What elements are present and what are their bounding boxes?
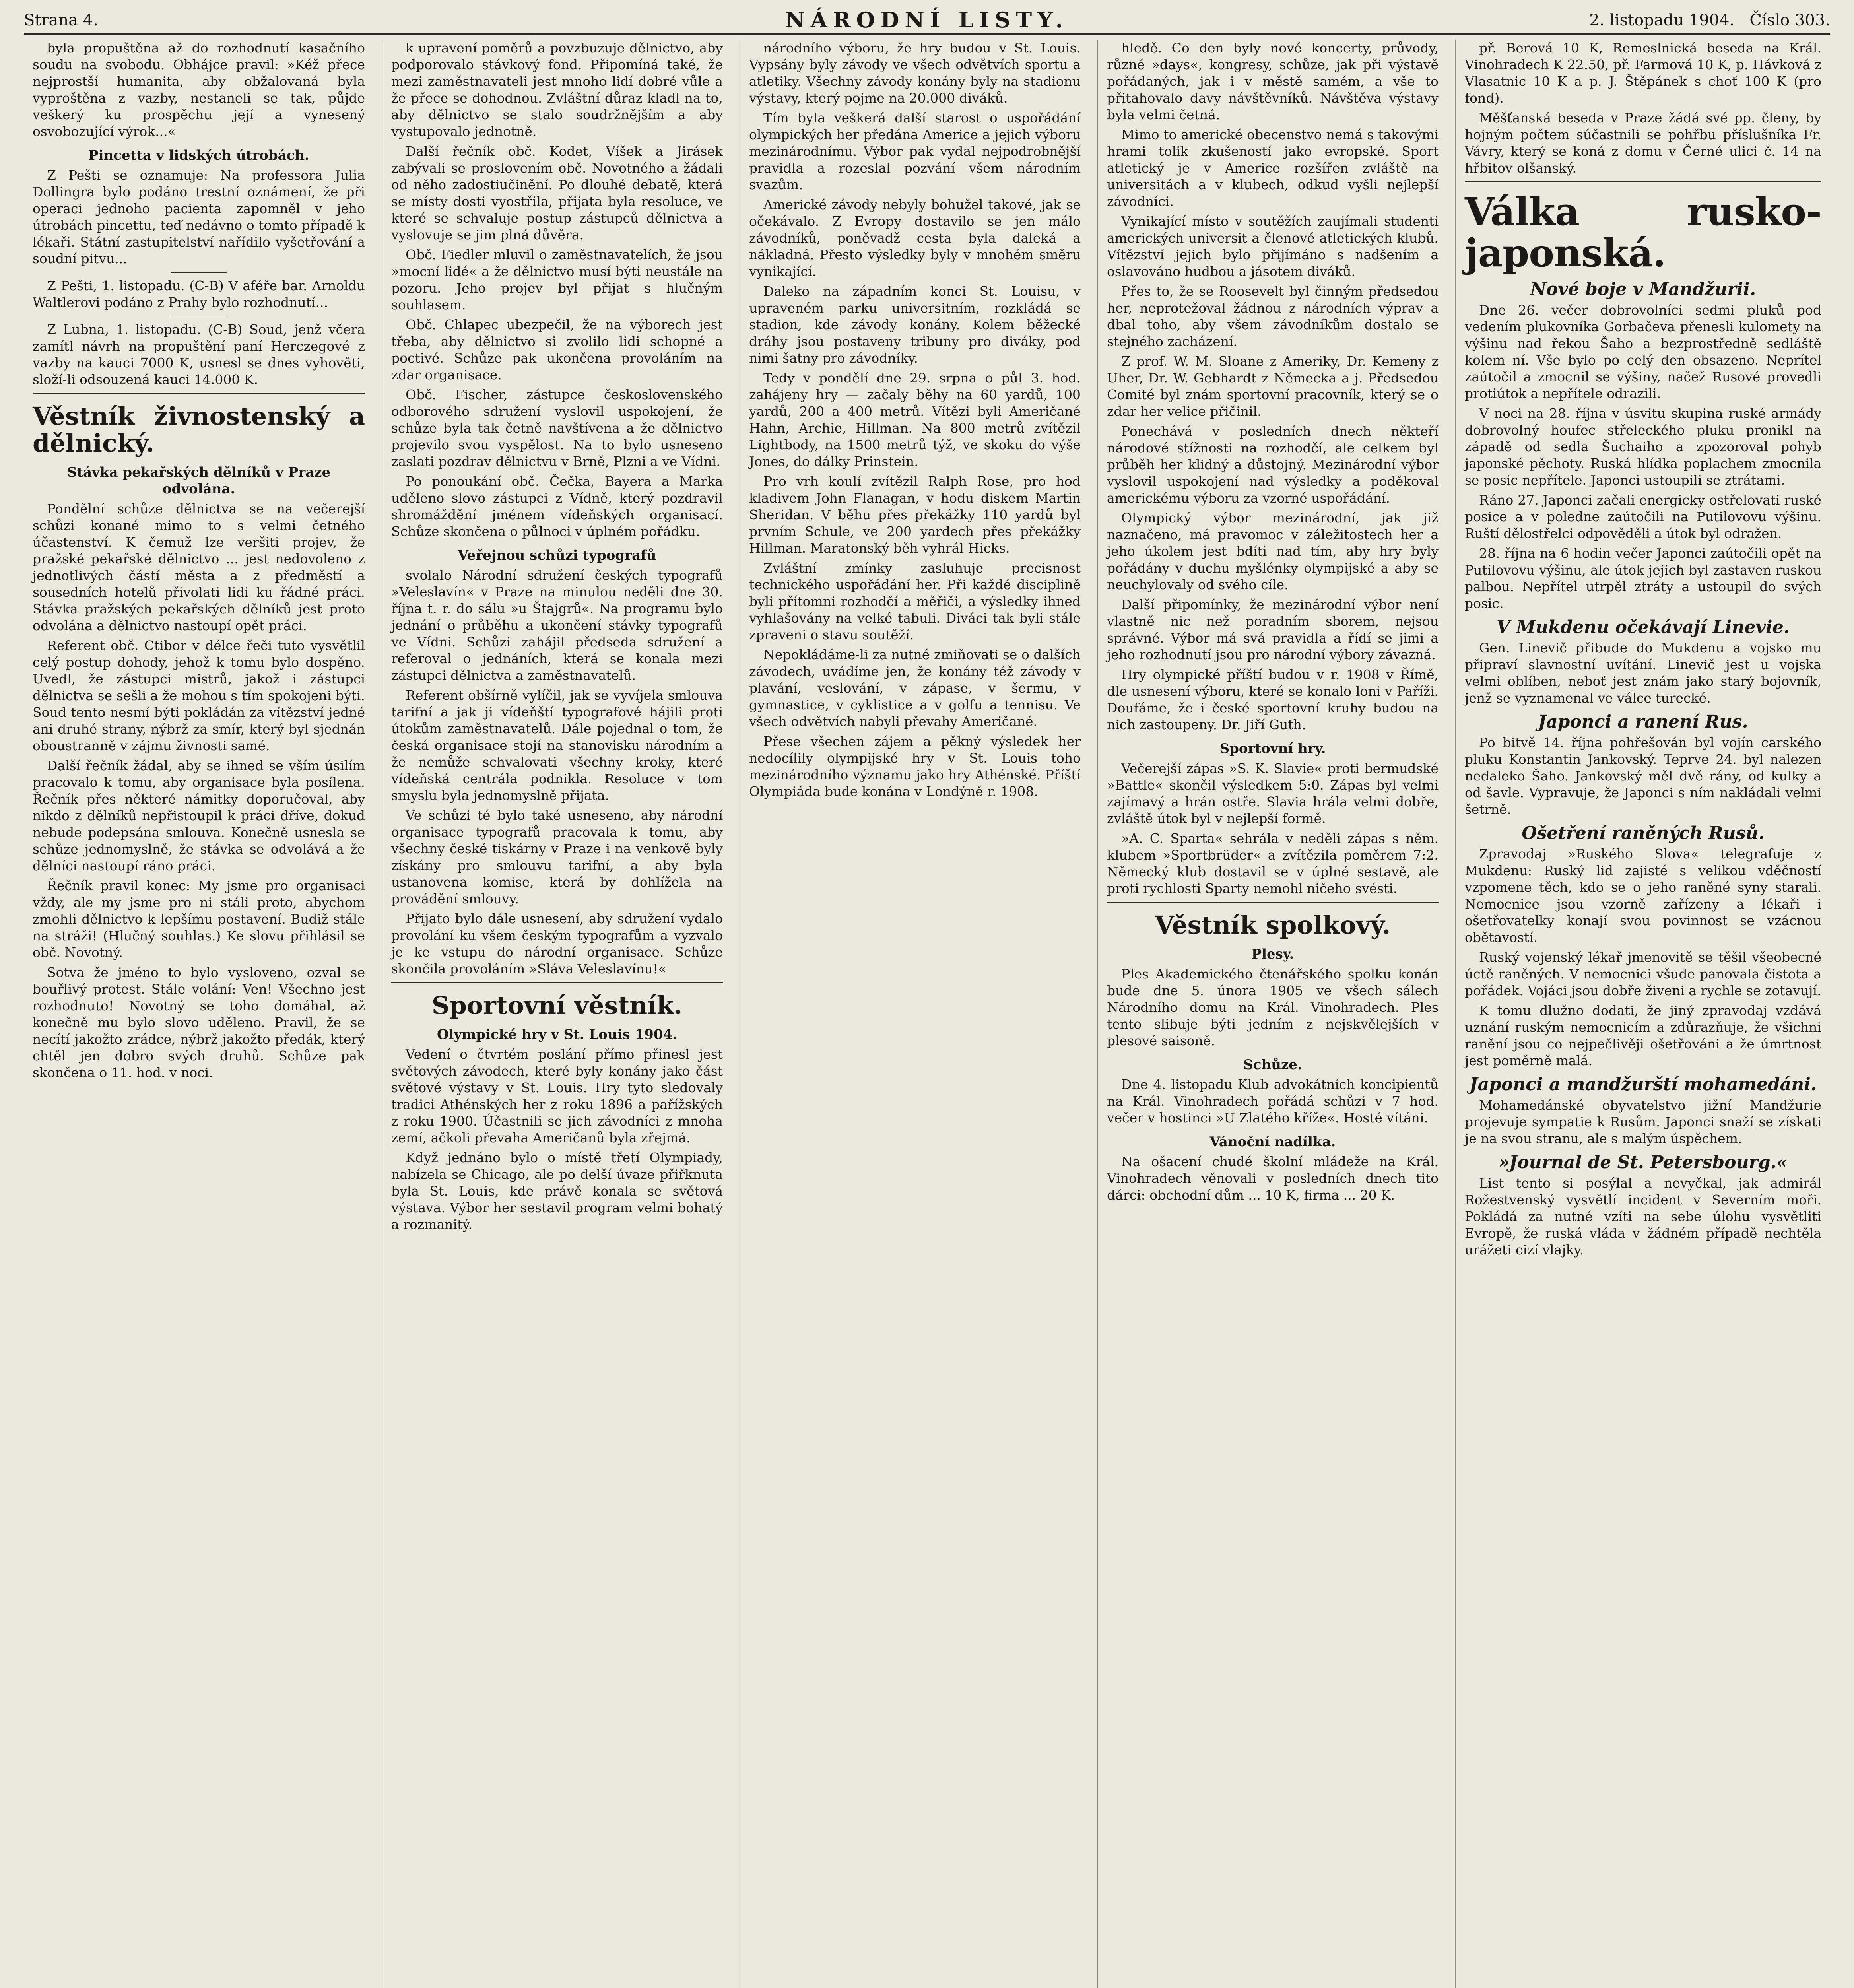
article-heading: Plesy. xyxy=(1251,946,1294,962)
article-paragraph: Daleko na západním konci St. Louisu, v upraveném parku universitním, rozkládá se stadion, kde závody konány. Kolem běžecké dráhy jsou postaveny tribuny pro diváky, pod nimi šatny pro závodníky. xyxy=(749,283,1081,366)
date-issue xyxy=(1589,11,1830,29)
article-paragraph: Z Pešti, 1. listopadu. (C-B) V aféře bar. Arnoldu Waltlerovi podáno z Prahy bylo rozhodnutí... xyxy=(33,278,365,310)
divider xyxy=(33,393,365,394)
article-paragraph: Z prof. W. M. Sloane z Ameriky, Dr. Kemeny z Uher, Dr. W. Gebhardt z Německa a j. Předsedou Comité byl znám sportovní pracovník, který se o zdar her velice přičinil. xyxy=(1107,353,1439,419)
article-paragraph: Americké závody nebyly bohužel takové, jak se očekávalo. Z Evropy dostavilo se jen málo závodníků, poněvadž cesta byla daleká a nákladná. Přesto výsledky byly v mnohém směru vynikající. xyxy=(749,197,1081,279)
article-paragraph: Obč. Fiedler mluvil o zaměstnavatelích, že jsou »mocní lidé« a že dělnictvo musí býti neustále na pozoru. Jeho projev byl přijat s hlučným souhlasem. xyxy=(391,247,723,313)
divider xyxy=(1107,902,1439,903)
article-paragraph: byla propuštěna až do rozhodnutí kasačního soudu na svobodu. Obhájce pravil: »Kéž přece nejprostší humanita, aby obžalovaná byla vyproštěna z vazby, nestaneli se tak, půjde veškerý ku prospěchu její a vynesený osvobozující výrok...« xyxy=(33,40,365,139)
article-paragraph: Obč. Chlapec ubezpečil, že na výborech jest třeba, aby dělnictvo si zvolilo lidi schopné a poctivé. Schůze pak ukončena provoláním na zdar organisace. xyxy=(391,317,723,382)
article-paragraph: Měšťanská beseda v Praze žádá své pp. členy, by hojným počtem súčastnili se pohřbu příslušníka Fr. Vávry, který se koná z domu v Černé ulici č. 14 na hřbitov olšanský. xyxy=(1465,110,1821,176)
article-paragraph: Tím byla veškerá další starost o uspořádání olympických her předána Americe a jejich výboru mezinárodnímu. Výbor pak vydal nejpodrobnější pravidla a rozeslal pozvání všem národním svazům. xyxy=(749,110,1081,192)
article-paragraph: Vynikající místo v soutěžích zaujímali studenti amerických universit a členové atletických klubů. Vítězství jejich bylo přijímáno s nadšením a oslavováno hudbou a jásotem diváků. xyxy=(1107,214,1439,279)
article-paragraph: Ples Akademického čtenářského spolku konán bude dne 5. února 1905 ve všech sálech Národního domu na Král. Vinohradech. Ples tento slibuje býti jedním z nejskvělejších v plesové saisoně. xyxy=(1107,966,1439,1048)
article-paragraph: List tento si posýlal a nevyčkal, jak admirál Rožestvenský vysvětlí incident v Severním moři. Pokládá za nutné vzíti na sebe úlohu vysvětliti Evropě, že ruská vláda v žádném případě nechtěla urážeti cizí vlajky. xyxy=(1465,1175,1821,1258)
article-paragraph: Když jednáno bylo o místě třetí Olympiady, nabízela se Chicago, ale po delší úvaze přiřknuta byla St. Louis, kde právě konala se světová výstava. Výbor her sestavil program velmi bohatý a rozmanitý. xyxy=(391,1150,723,1232)
article-paragraph: Mohamedánské obyvatelstvo jižní Mandžurie projevuje sympatie k Rusům. Japonci snaží se získati je na svou stranu, ale s malým úspěchem. xyxy=(1465,1097,1821,1146)
article-paragraph: k upravení poměrů a povzbuzuje dělnictvo, aby podporovalo stávkový fond. Připomíná také, že mezi zaměstnavateli jest mnoho lidí dobré vůle a že přece se dohodnou. Zvláštní důraz kladl na to, aby dělnictvo se stalo soudržnějším a aby vystupovalo jednotně. xyxy=(391,40,723,139)
article-paragraph: Další řečník žádal, aby se ihned se vším úsilím pracovalo k tomu, aby organisace byla posílena. Řečník přes některé námitky doporučoval, aby nikdo z dělníků nepřistoupil k práci dříve, dokud nebude podepsána smlouva. Konečně usnesla se schůze jednomyslně, že stávka se odvolává a že dělníci nastoupí ráno práci. xyxy=(33,758,365,874)
article-paragraph: Nepokládáme-li za nutné zmiňovati se o dalších závodech, uvádíme jen, že konány též závody v plavání, veslování, v zápase, v šermu, v gymnastice, v cyklistice a v golfu a tennisu. Ve všech odvětvích nabyli převahy Američané. xyxy=(749,647,1081,729)
divider xyxy=(1465,181,1821,182)
section-heading: Věstník živnostenský a dělnický. xyxy=(33,402,365,458)
article-paragraph: Olympický výbor mezinárodní, jak již naznačeno, má pravomoc v záležitostech her a jeho úkolem jest bdíti nad tím, aby hry byly pořádány v duchu myšlénky olympijské a aby se neuchylovaly od svého cíle. xyxy=(1107,510,1439,592)
article-paragraph: hledě. Co den byly nové koncerty, průvody, různé »days«, kongresy, schůze, jak při výstavě pořádaných, jak i v městě samém, a vše to přitahovalo davy návštěvníků. Návštěva výstavy byla velmi četná. xyxy=(1107,40,1439,122)
article-paragraph: Z Lubna, 1. listopadu. (C-B) Soud, jenž včera zamítl návrh na propuštění paní Herczegové z vazby na kauci 7000 K, usnesl se dnes vyhověti, složí-li odsouzená kauci 14.000 K. xyxy=(33,322,365,387)
article-paragraph: Hry olympické příští budou v r. 1908 v Římě, dle usnesení výboru, které se konalo loni v Paříži. Doufáme, že i české sportovní kruhy budou na nich zastoupeny. Dr. Jiří Guth. xyxy=(1107,667,1439,732)
article-paragraph: Řečník pravil konec: My jsme pro organisaci vždy, ale my jsme pro ni stáli proto, abychom zmohli dělnictvo k lepšímu postavení. Budiž stále na stráži! (Hlučný souhlas.) Ke slovu přihlásil se obč. Novotný. xyxy=(33,878,365,960)
article-heading: Schůze. xyxy=(1243,1057,1302,1073)
article-paragraph: národního výboru, že hry budou v St. Louis. Vypsány byly závody ve všech odvětvích sportu a atletiky. Všechny závody konány byly na stadionu výstavy, který pojme na 20.000 diváků. xyxy=(749,40,1081,106)
article-heading: Nové boje v Mandžurii. xyxy=(1530,279,1756,299)
article-heading: Vánoční nadílka. xyxy=(1209,1134,1336,1150)
article-heading: Japonci a ranení Rus. xyxy=(1538,712,1748,732)
article-paragraph: Gen. Linevič přibude do Mukdenu a vojsko mu připraví slavnostní uvítání. Linevič jest u vojska velmi oblíben, neboť jest znám jako starý bojovník, jenž se vyznamenal ve válce turecké. xyxy=(1465,640,1821,706)
column-4 xyxy=(1097,40,1447,1988)
article-heading: Veřejnou schůzi typografů xyxy=(458,547,656,563)
article-heading: Stávka pekařských dělníků v Praze odvolána. xyxy=(67,464,331,497)
article-paragraph: Tedy v pondělí dne 29. srpna o půl 3. hod. zahájeny hry — začaly běhy na 60 yardů, 100 yardů, 200 a 400 metrů. Vítězi byli Američané Hahn, Archie, Hillman. Na 800 metrů zvítězil Lightbody, na 1500 metrů týž, ve skoku do výše Jones, do dálky Prinstein. xyxy=(749,370,1081,469)
article-paragraph: Referent obč. Ctibor v délce řeči tuto vysvětlil celý postup dohody, jehož k tomu bylo dospěno. Uvedl, že zástupci mistrů, jakož i zástupci dělnictva se sešli a že mohou s tím spokojeni býti. Soud tento nesmí býti pokládán za vítězství jedné ani druhé strany, nýbrž za smír, který byl sjednán oboustranně v zájmu živnosti samé. xyxy=(33,638,365,753)
article-heading: Ošetření raněných Rusů. xyxy=(1522,823,1765,843)
column-5 xyxy=(1455,40,1830,1988)
article-heading: Pincetta v lidských útrobách. xyxy=(88,148,309,163)
article-paragraph: Z Pešti se oznamuje: Na professora Julia Dollingra bylo podáno trestní oznámení, že při operaci jednoho pacienta zapomněl v jeho útrobách pincettu, teď nedávno o tomto případě k lékaři. Státní zastupitelství nařídilo vyšetřování a soudní pitvu... xyxy=(33,167,365,266)
article-paragraph: Přijato bylo dále usnesení, aby sdružení vydalo provolání ku všem českým typografům a vyzvalo je ke vstupu do národní organisace. Schůze skončila provoláním »Sláva Veleslavínu!« xyxy=(391,911,723,977)
article-heading: Olympické hry v St. Louis 1904. xyxy=(437,1027,678,1043)
article-heading: »Journal de St. Petersbourg.« xyxy=(1499,1152,1788,1173)
divider xyxy=(391,982,723,983)
article-paragraph: Ponechává v posledních dnech někteří národové stížnosti na rozhodčí, ale celkem byl průběh her klidný a důstojný. Mezinárodní výbor vyslovil uspokojení nad výsledky a poděkoval americkému výboru za vzorné uspořádání. xyxy=(1107,423,1439,506)
issue-number: Číslo 303. xyxy=(1749,11,1830,29)
article-paragraph: Přese všechen zájem a pěkný výsledek her nedocílily olympijské hry v St. Louis toho mezinárodního významu jako hry Athénské. Příští Olympiáda bude konána v Londýně r. 1908. xyxy=(749,734,1081,799)
article-paragraph: Referent obšírně vylíčil, jak se vyvíjela smlouva tarifní a jak ji vídeňští typografové hájili proti útokům zaměstnavatelů. Dále pojednal o tom, že česká organisace stojí na stanovisku národním a že nemůže schvalovati všechny kroky, které vídeňská centrála podnikla. Resoluce v tom smyslu byla jednomyslně přijata. xyxy=(391,687,723,803)
article-paragraph: Pro vrh koulí zvítězil Ralph Rose, pro hod kladivem John Flanagan, v hodu diskem Martin Sheridan. V běhu přes překážky 110 yardů byl prvním Schule, ve 200 yardech přes překážky Hillman. Maratonský běh vyhrál Hicks. xyxy=(749,474,1081,556)
article-paragraph: K tomu dlužno dodati, že jiný zpravodaj vzdává uznání ruským nemocnicím a zdůrazňuje, že všichni ranění jsou co nejpečlivěji ošetřováni a že úmrtnost jest poměrně malá. xyxy=(1465,1003,1821,1068)
masthead xyxy=(24,7,1830,35)
column-2 xyxy=(382,40,732,1988)
article-paragraph: Po bitvě 14. října pohřešován byl vojín carského pluku Konstantin Jankovský. Teprve 24. byl nalezen nedaleko Šaho. Jankovský měl dvě rány, od kulky a od šavle. Vypravuje, že Japonci s ním nakládali velmi šetrně. xyxy=(1465,735,1821,817)
article-paragraph: Dne 4. listopadu Klub advokátních koncipientů na Král. Vinohradech pořádá schůzi v 7 hod. večer v hostinci »U Zlatého kříže«. Hosté vítáni. xyxy=(1107,1077,1439,1126)
article-paragraph: př. Berová 10 K, Remeslnická beseda na Král. Vinohradech K 22.50, př. Farmová 10 K, p. Hávková z Vlasatnic 10 K a p. J. Štěpánek s choť 100 K (pro fond). xyxy=(1465,40,1821,106)
article-paragraph: Pondělní schůze dělnictva se na večerejší schůzi konané mimo to s velmi četného účastenství. K čemuž lze veršiti projev, že pražské pekařské dělnictvo ... jest nedovoleno z jednotlivých částí města a z předměstí a sousedních hotelů přivolati lidi ku řádné práci. Stávka pražských pekařských dělníků jest proto odvolána a dělnictvo nastoupí opět práci. xyxy=(33,501,365,633)
article-paragraph: Na ošacení chudé školní mládeže na Král. Vinohradech věnovali v posledních dnech tito dárci: obchodní dům ... 10 K, firma ... 20 K. xyxy=(1107,1154,1439,1203)
article-paragraph: Po ponoukání obč. Čečka, Bayera a Marka uděleno slovo zástupci z Vídně, který pozdravil shromáždění jménem vídeňských organisací. Schůze skončena o půlnoci v úplném pořádku. xyxy=(391,474,723,539)
article-paragraph: Zpravodaj »Ruského Slova« telegrafuje z Mukdenu: Ruský lid zajisté s velikou vděčností vzpomene těch, kdo se o jeho raněné syny starali. Nemocnice jsou vzorně zařízeny a lékaři i ošetřovatelky konají svou povinnost se vzácnou obětavostí. xyxy=(1465,846,1821,945)
column-1 xyxy=(24,40,374,1988)
newspaper-title: NÁRODNÍ LISTY. xyxy=(785,7,1069,33)
issue-date: 2. listopadu 1904. xyxy=(1589,11,1735,29)
article-paragraph: Sotva že jméno to bylo vysloveno, ozval se bouřlivý protest. Stále volání: Ven! Všechno jest rozhodnuto! Novotný se toho domáhal, až konečně mu bylo slovo uděleno. Pravil, že se necítí jakožto zrádce, nýbrž jakožto předák, který chtěl jen dobro svých druhů. Schůze pak skončena o 11. hod. v noci. xyxy=(33,965,365,1080)
article-paragraph: Ruský vojenský lékař jmenovitě se těšil všeobecné úctě raněných. V nemocnici všude panovala čistota a pořádek. Vojáci jsou dobře živeni a rychle se zotavují. xyxy=(1465,949,1821,998)
article-heading: V Mukdenu očekávají Linevie. xyxy=(1496,617,1790,637)
page-number: Strana 4. xyxy=(24,11,98,29)
column-3 xyxy=(740,40,1089,1988)
article-paragraph: Večerejší zápas »S. K. Slavie« proti bermudské »Battle« skončil výsledkem 5:0. Zápas byl velmi zajímavý a hrán ostře. Slavia hrála velmi dobře, zvláště útok byl v nejlepší formě. xyxy=(1107,761,1439,826)
article-paragraph: Ve schůzi té bylo také usneseno, aby národní organisace typografů pracovala k tomu, aby všechny české tiskárny v Praze i na venkově byly získány pro smlouvu tarifní, a aby byla ustanovena komise, která by dohlížela na provádění smlouvy. xyxy=(391,808,723,907)
section-heading: Válka rusko-japonská. xyxy=(1465,189,1821,276)
article-paragraph: Vedení o čtvrtém poslání přímo přinesl jest světových závodech, které byly konány jako část světové výstavy v St. Louis. Hry tyto sledovaly tradici Athénských her z roku 1896 a pařížských z roku 1900. Účastnili se jich závodníci z mnoha zemí, ačkoli převaha Američanů byla zřejmá. xyxy=(391,1046,723,1145)
article-paragraph: Přes to, že se Roosevelt byl činným předsedou her, neprotežoval žádnou z národních výprav a dbal toho, aby všem závodníkům dostalo se stejného zacházení. xyxy=(1107,283,1439,349)
article-paragraph: Další připomínky, že mezinárodní výbor není vlastně nic než poradním sborem, nejsou správné. Výbor má svá pravidla a řídí se jimi a jeho rozhodnutí jsou pro národní výbory závazná. xyxy=(1107,597,1439,662)
section-heading: Věstník spolkový. xyxy=(1155,911,1391,940)
article-paragraph: 28. října na 6 hodin večer Japonci zaútočili opět na Putilovovu výšinu, ale útok jejich byl zastaven ruskou palbou. Nepřítel utrpěl ztráty a ustoupil do svých posic. xyxy=(1465,546,1821,611)
article-paragraph: svolalo Národní sdružení českých typografů »Veleslavín« v Praze na minulou neděli dne 30. října t. r. do sálu »u Štajgrů«. Na programu bylo jednání o průběhu a ukončení stávky typografů ve Vídni. Schůzi zahájil předseda sdružení a referoval o jednáních, která se konala mezi zástupci dělnictva a zaměstnavatelů. xyxy=(391,567,723,683)
article-heading: Japonci a mandžurští mohamedáni. xyxy=(1469,1074,1817,1095)
article-paragraph: Zvláštní zmínky zasluhuje precisnost technického uspořádání her. Při každé disciplině byli přítomni rozhodčí a měřiči, a výsledky ihned vyhlašovány na velké tabuli. Diváci tak byli stále zpraveni o stavu soutěží. xyxy=(749,560,1081,643)
article-paragraph: Další řečník obč. Kodet, Víšek a Jirásek zabývali se proslovením obč. Novotného a žádali od něho zadostiučinění. Po dlouhé debatě, která se místy dosti vyostřila, přijata byla resoluce, ve které se schvaluje postup zástupců dělnictva a vyslovuje se jim plná důvěra. xyxy=(391,144,723,243)
article-paragraph: V noci na 28. října v úsvitu skupina ruské armády dobrovolný houfec střeleckého pluku pronikl na západě od sedla Šuchaiho a zpozoroval pohyb japonské pěchoty. Ruská hlídka poplachem zmocnila se posic nepřítele. Japonci ustoupili se ztrátami. xyxy=(1465,406,1821,488)
divider xyxy=(171,272,227,273)
article-paragraph: »A. C. Sparta« sehrála v neděli zápas s něm. klubem »Sportbrüder« a zvítězila poměrem 7:2. Německý klub dostavil se v úplné sestavě, ale proti rychlosti Sparty nemohl ničeho svésti. xyxy=(1107,831,1439,896)
article-heading: Sportovní hry. xyxy=(1219,741,1326,757)
article-paragraph: Dne 26. večer dobrovolníci sedmi pluků pod vedením plukovníka Gorbačeva přenesli kulomety na výšinu nad řekou Šaho a bezprostředně sedláště kolem ní. Vše bylo po celý den obsazeno. Neprítel zaútočil a zmocnil se výšiny, načež Rusové provedli protiútok a nepřítele odrazili. xyxy=(1465,302,1821,401)
article-paragraph: Obč. Fischer, zástupce československého odborového sdružení vyslovil uspokojení, že schůze byla tak četně navštívena a že dělnictvo projevilo svou vyspělost. Na to bylo usneseno zaslati pozdrav dělnictvu v Brně, Plzni a ve Vídni. xyxy=(391,387,723,469)
article-paragraph: Ráno 27. Japonci začali energicky ostřelovati ruské posice a v poledne zaútočili na Putilovovu výšinu. Ruští dělostřelci odpověděli a útok byl odražen. xyxy=(1465,492,1821,541)
article-paragraph: Mimo to americké obecenstvo nemá s takovými hrami tolik zkušeností jako evropské. Sport atletický je v Americe rozšířen zvláště na universitách a v klubech, odkud vyšli nejlepší závodníci. xyxy=(1107,127,1439,209)
section-heading: Sportovní věstník. xyxy=(431,991,683,1020)
